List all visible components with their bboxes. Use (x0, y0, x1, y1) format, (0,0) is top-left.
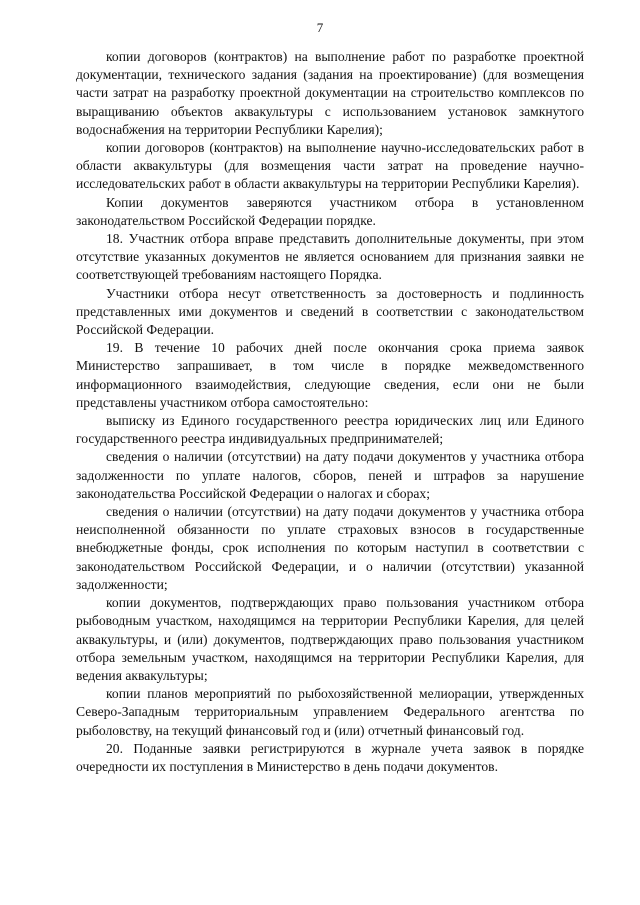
paragraph-insurance-debt: сведения о наличии (отсутствии) на дату подачи документов у участника отбора неисполненной обязанности по уплате страховых взносов в государственные внебюджетные фонды, срок исполнения по которым наступил в соответствии с законодательством Российской Федерации, и о наличии (отсутствии) указанной задолженности; (76, 504, 584, 592)
paragraph-registry-extract: выписку из Единого государственного реестра юридических лиц или Единого государственного реестра индивидуальных предпринимателей; (76, 413, 584, 447)
paragraph-item-20: 20. Поданные заявки регистрируются в журнале учета заявок в порядке очередности их поступления в Министерство в день подачи документов. (76, 740, 584, 774)
paragraph-melioration-plans: копии планов мероприятий по рыбохозяйственной мелиорации, утвержденных Северо-Западным территориальным управлением Федерального агентства по рыболовству, на текущий финансовый год и (или) отчетный финансовый год. (76, 686, 584, 738)
paragraph-land-rights: копии документов, подтверждающих право пользования участником отбора рыбоводным участком, находящимся на территории Республики Карелия, для целей аквакультуры, и (или) документов, подтверждающих право пользования участником отбора земельным участком, находящимся на территории Республики Карелия, для ведения аквакультуры; (76, 595, 584, 683)
paragraph-project-docs-contracts: копии договоров (контрактов) на выполнение работ по разработке проектной документации, технического задания (задания на проектирование) (для возмещения части затрат на разработку проектной документации на строительство комплексов по выращиванию объектов аквакультуры с использованием установок замкнутого водоснабжения на территории Республики Карелия); (76, 49, 584, 137)
paragraph-responsibility: Участники отбора несут ответственность за достоверность и подлинность представленных ими документов и сведений в соответствии с законодательством Российской Федерации. (76, 285, 584, 338)
paragraph-tax-debt: сведения о наличии (отсутствии) на дату подачи документов у участника отбора задолженности по уплате налогов, сборов, пеней и штрафов за нарушение законодательства Российской Федерации о налогах и сборах; (76, 449, 584, 501)
paragraph-item-18: 18. Участник отбора вправе представить дополнительные документы, при этом отсутствие указанных документов не является основанием для признания заявки не соответствующей требованиям настоящего Порядка. (76, 231, 584, 283)
document-body (76, 48, 584, 776)
page-number: 7 (316, 20, 324, 35)
paragraph-research-contracts: копии договоров (контрактов) на выполнение научно-исследовательских работ в области аквакультуры (для возмещения части затрат на проведение научно-исследовательских работ в области аквакультуры на территории Республики Карелия). (76, 140, 584, 192)
paragraph-item-19: 19. В течение 10 рабочих дней после окончания срока приема заявок Министерство запрашивает, в том числе в порядке межведомственного информационного взаимодействия, следующие сведения, если они не были представлены участником отбора самостоятельно: (76, 340, 584, 410)
paragraph-copies-certification: Копии документов заверяются участником отбора в установленном законодательством Российской Федерации порядке. (76, 194, 584, 228)
